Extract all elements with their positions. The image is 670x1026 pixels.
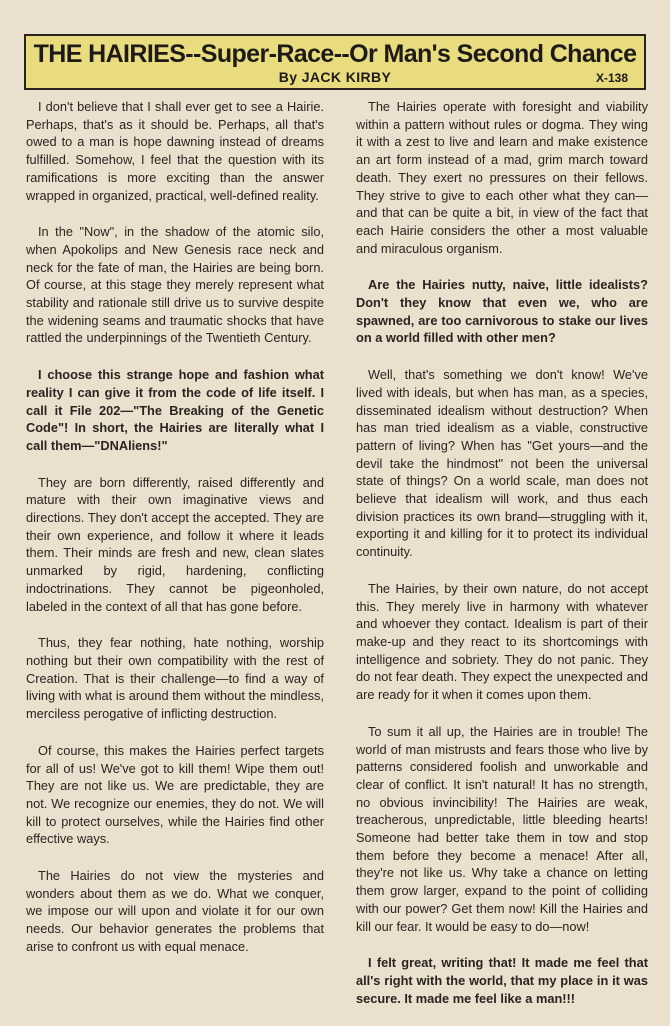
paragraph: The Hairies do not view the mysteries and wonders about them as we do. What we conquer, we impose our will upon and violate it for our own needs. Our behavior generates the problems that arise to confront us with equal menace.: [26, 868, 324, 954]
left-column: [26, 98, 324, 975]
paragraph: Of course, this makes the Hairies perfect targets for all of us! We've got to kill them! Wipe them out! They are not like us. We are predictable, they are not. We recognize our enemies, they do not. We will kill to protect ourselves, while the Hairies find other effective ways.: [26, 742, 324, 847]
paragraph: In the "Now", in the shadow of the atomic silo, when Apokolips and New Genesis race neck and neck for the fate of man, the Hairies are being born. Of course, at this stage they merely represent what stability and rationale still drive us to survive despite the widening seams and traumatic shocks that have rattled the underpinnings of the Twentieth Century.: [26, 224, 324, 346]
right-column: [356, 98, 648, 1026]
page-code: X-138: [595, 71, 628, 85]
paragraph: The Hairies operate with foresight and viability within a pattern without rules or dogma. They wing it with a zest to live and learn and make existence an art form instead of a mad, grim march toward death. They exert no pressures on their fellows. They strive to give to each other what they can—and that can be quite a bit, in view of the fact that each Hairie considers the other a most valuable and miraculous organism.: [356, 99, 648, 256]
paragraph-bold: I choose this strange hope and fashion what reality I can give it from the code of life itself. I call it File 202—"The Breaking of the Genetic Code"! In short, the Hairies are literally what I call them—"DNAliens!": [26, 367, 324, 453]
paragraph-bold: I felt great, writing that! It made me feel that all's right with the world, that my place in it was secure. It made me feel like a man!!!: [356, 955, 648, 1006]
author-byline: By JACK KIRBY: [278, 69, 392, 85]
paragraph-bold: Are the Hairies nutty, naive, little idealists? Don't they know that even we, who are spawned, are too carnivorous to stake our lives on a world filled with other men?: [356, 277, 648, 346]
paragraph: The Hairies, by their own nature, do not accept this. They merely live in harmony with whatever and whoever they contact. Idealism is part of their make-up and they react to its shortcomings with intelligence and sobriety. They do not panic. They do not fear death. They expect the unexpected and are ready for it when it comes upon them.: [356, 580, 648, 703]
article-title: THE HAIRIES--Super-Race--Or Man's Second Chance: [33, 40, 637, 68]
paragraph: I don't believe that I shall ever get to see a Hairie. Perhaps, that's as it should be. Perhaps, all that's owed to a man is hope dawning instead of dreams fulfilled. Somehow, I feel that the question with its ramifications is more exciting than the answer wrapped in organized, practical, well-defined reality.: [26, 99, 324, 203]
paragraph: They are born differently, raised differently and mature with their own imaginative views and directions. They don't accept the accepted. They are their own experience, and follow it where it leads them. Their minds are fresh and new, clean slates unmarked by rigid, hardening, conflicting indoctrinations. They cannot be pigeonholed, labeled in the context of all that has gone before.: [26, 474, 324, 614]
paragraph: To sum it all up, the Hairies are in trouble! The world of man mistrusts and fears those who live by patterns considered foolish and unworkable and clear of conflict. It isn't natural! It has no strength, no obvious invincibility! The Hairies are weak, treacherous, unpredictable, little bleeding hearts! Someone had better take them in tow and stop them before they become a menace! After all, they're not like us. Why take a chance on letting them grow larger, expand to the point of colliding with our power? Get them now! Kill the Hairies and kill our fear. It would be easy to do—now!: [356, 723, 648, 934]
paragraph: Well, that's something we don't know! We've lived with ideals, but when has man, as a species, disseminated idealism without destruction? When has man tried idealism as a viable, constructive pattern of living? When has "Get yours—and the devil take the hindmost" not been the universal state of things? On a world scale, man does not believe that idealism will work, and thus each division practices its own brand—struggling with it, exporting it and killing for it to protect its individual continuity.: [356, 367, 648, 560]
title-banner: [24, 34, 646, 90]
paragraph: Thus, they fear nothing, hate nothing, worship nothing but their own compatibility with the rest of Creation. That is their challenge—to find a way of living with what is around them without the mindless, merciless perogative of inflicting destruction.: [26, 635, 324, 722]
